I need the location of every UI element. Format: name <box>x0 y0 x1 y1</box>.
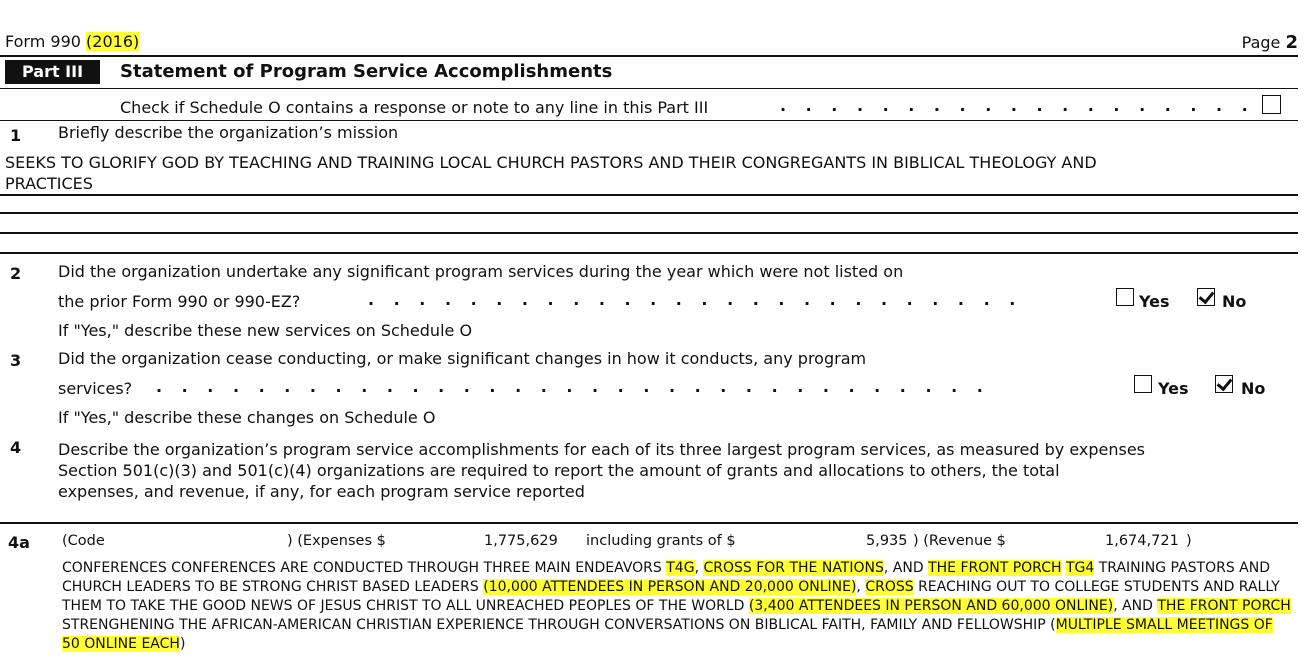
line4-text3: expenses, and revenue, if any, for each program service reported <box>58 482 585 501</box>
line3-number: 3 <box>10 351 22 370</box>
line2-no-label: No <box>1222 292 1247 311</box>
line2-yes-label: Yes <box>1139 292 1170 311</box>
desc-highlight: (10,000 ATTENDEES IN PERSON AND 20,000 ONLINE) <box>483 579 857 595</box>
line1-number: 1 <box>10 126 22 145</box>
desc-highlight: MULTIPLE SMALL MEETINGS OF 50 ONLINE EACH <box>62 617 1273 652</box>
line2-dots: . . . . . . . . . . . . . . . . . . . . . . . . . . <box>368 290 1016 309</box>
part-badge: Part III <box>5 60 100 84</box>
page-number: 2 <box>1285 32 1298 53</box>
desc-text: , AND <box>883 560 929 576</box>
line4a-revenue-value: 1,674,721 <box>1105 533 1179 549</box>
line3-text1: Did the organization cease conducting, or make significant changes in how it conducts, any program <box>58 349 867 368</box>
line4a-grants-value: 5,935 <box>866 533 908 549</box>
page-indicator <box>1242 32 1298 53</box>
line4a-code-label: (Code <box>62 533 105 549</box>
part-title: Statement of Program Service Accomplishments <box>120 61 613 82</box>
line-rule-1 <box>0 120 1298 121</box>
line2-no-checkbox[interactable] <box>1197 288 1215 306</box>
form-label: Form 990 <box>5 32 81 51</box>
desc-highlight: THE FRONT PORCH <box>928 560 1062 576</box>
desc-text: , <box>856 579 866 595</box>
line3-text2: services? <box>58 379 133 398</box>
line4a-close-paren: ) <box>1186 533 1192 549</box>
mission-text-line1: SEEKS TO GLORIFY GOD BY TEACHING AND TRAINING LOCAL CHURCH PASTORS AND THEIR CONGREGANTS IN BIBLICAL THEOLOGY AND <box>5 153 1097 172</box>
line3-dots: . . . . . . . . . . . . . . . . . . . . . . . . . . . . . . . . . <box>156 377 983 396</box>
header-rule <box>0 55 1298 57</box>
form-header <box>5 32 139 51</box>
line4-text1: Describe the organization’s program service accomplishments for each of its three largest program services, as measured by expenses <box>58 440 1145 459</box>
line4a-description <box>62 559 1292 654</box>
line3-text3: If "Yes," describe these changes on Schedule O <box>58 408 436 427</box>
line1-label: Briefly describe the organization’s mission <box>58 123 399 142</box>
desc-text: , AND <box>1113 598 1158 614</box>
desc-highlight: CROSS <box>865 579 914 595</box>
desc-text: TRAINING PASTORS AND CHURCH LEADERS TO BE STRONG CHRIST BASED LEADERS <box>62 560 1270 595</box>
mission-text-line2: PRACTICES <box>5 174 93 193</box>
line4a-number: 4a <box>8 533 30 552</box>
line3-yes-checkbox[interactable] <box>1134 375 1152 393</box>
line3-no-checkbox[interactable] <box>1215 375 1233 393</box>
line4a-rule <box>0 522 1298 524</box>
line3-yes-label: Yes <box>1158 379 1189 398</box>
desc-text: ) <box>179 636 186 652</box>
schedule-o-check-text: Check if Schedule O contains a response or note to any line in this Part III <box>120 98 709 117</box>
schedule-o-dots: . . . . . . . . . . . . . . . . . . . <box>780 96 1248 115</box>
mission-rule-3 <box>0 232 1298 234</box>
mission-rule-2 <box>0 212 1298 214</box>
desc-highlight: (3,400 ATTENDEES IN PERSON AND 60,000 ONLINE) <box>748 598 1114 614</box>
line2-number: 2 <box>10 264 22 283</box>
line4a-revenue-label: ) (Revenue $ <box>913 533 1006 549</box>
line2-text2: the prior Form 990 or 990-EZ? <box>58 292 301 311</box>
line4a-expenses-value: 1,775,629 <box>484 533 558 549</box>
line3-no-label: No <box>1241 379 1266 398</box>
desc-highlight: TG4 <box>1065 560 1095 576</box>
page-label: Page <box>1241 33 1281 52</box>
line2-yes-checkbox[interactable] <box>1116 288 1134 306</box>
mission-rule-1 <box>0 194 1298 196</box>
line2-text1: Did the organization undertake any significant program services during the year which were not listed on <box>58 262 904 281</box>
desc-highlight: CROSS FOR THE NATIONS <box>703 560 884 576</box>
desc-text: CONFERENCES CONFERENCES ARE CONDUCTED THROUGH THREE MAIN ENDEAVORS <box>62 560 667 576</box>
line2-text3: If "Yes," describe these new services on Schedule O <box>58 321 473 340</box>
desc-text: STRENGHENING THE AFRICAN-AMERICAN CHRISTIAN EXPERIENCE THROUGH CONVERSATIONS ON BIBLICAL FAITH, FAMILY AND FELLOWSHIP ( <box>62 617 1056 633</box>
line4a-expenses-label: ) (Expenses $ <box>287 533 386 549</box>
desc-text: REACHING OUT TO COLLEGE STUDENTS AND RALLY THEM TO TAKE THE GOOD NEWS OF JESUS CHRIST TO ALL UNREACHED PEOPLES OF THE WORLD <box>62 579 1280 614</box>
line4-number: 4 <box>10 438 22 457</box>
line4-text2: Section 501(c)(3) and 501(c)(4) organizations are required to report the amount of grants and allocations to others, the total <box>58 461 1060 480</box>
desc-highlight: T4G <box>666 560 695 576</box>
mission-rule-4 <box>0 252 1298 254</box>
desc-highlight: THE FRONT PORCH <box>1157 598 1291 614</box>
part-rule <box>0 88 1298 89</box>
form-year: (2016) <box>86 32 140 51</box>
line4a-grants-label: including grants of $ <box>586 533 736 549</box>
schedule-o-checkbox[interactable] <box>1262 95 1281 114</box>
desc-text: , <box>694 560 704 576</box>
